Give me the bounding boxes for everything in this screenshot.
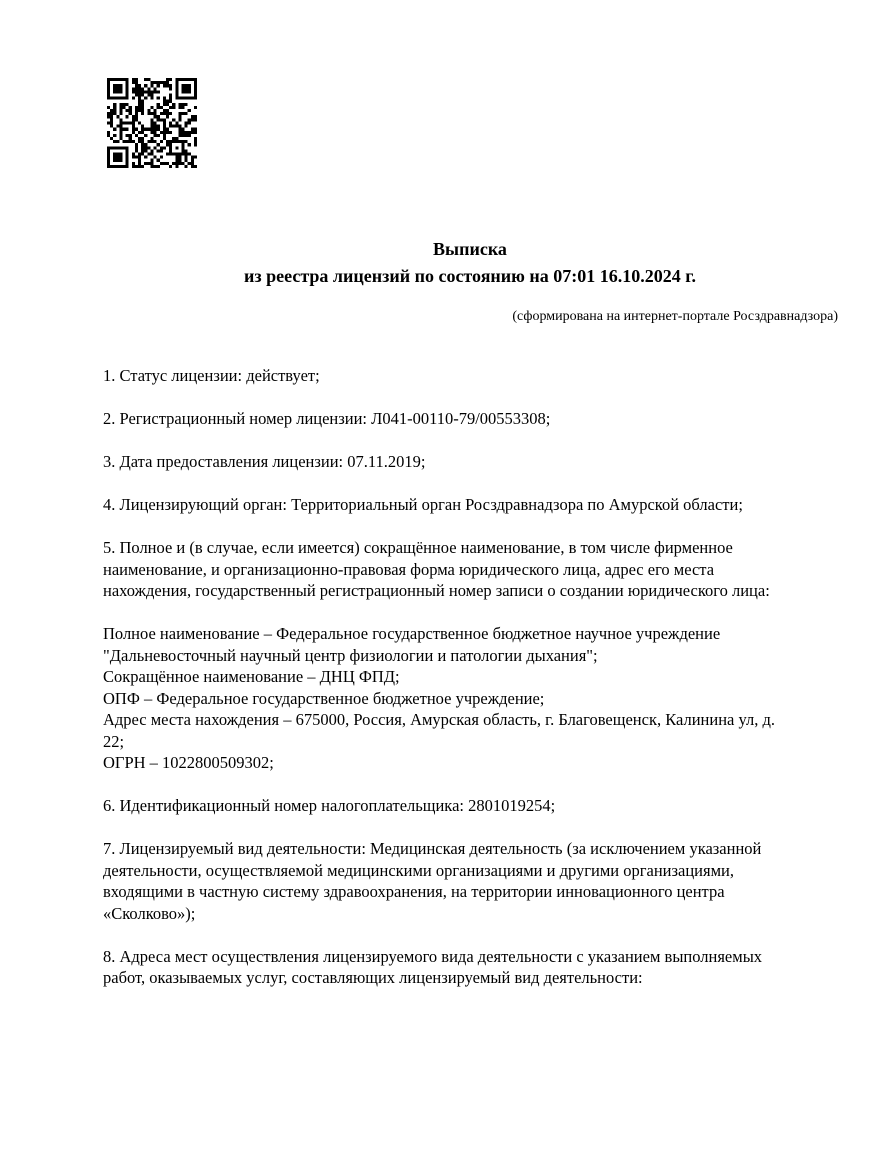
- title-line-1: Выписка: [433, 239, 507, 259]
- paragraph: [103, 946, 853, 989]
- paragraph-line: Полное наименование – Федеральное государственное бюджетное научное учреждение: [103, 624, 721, 643]
- paragraph: [103, 623, 853, 774]
- generated-note: (сформирована на интернет-портале Росздравнадзора): [512, 309, 838, 324]
- paragraph: [103, 838, 853, 924]
- paragraph-line: Адрес места нахождения – 675000, Россия, Амурская область, г. Благовещенск, Калинина ул, д.: [103, 710, 775, 729]
- paragraph-line: 3. Дата предоставления лицензии: 07.11.2019;: [103, 452, 426, 471]
- paragraph-line: наименование, и организационно-правовая форма юридического лица, адрес его места: [103, 559, 715, 579]
- paragraph-line: ОПФ – Федеральное государственное бюджетное учреждение;: [103, 688, 545, 708]
- paragraph-line: «Сколково»);: [103, 903, 196, 923]
- document-body: [103, 365, 853, 1010]
- paragraph: [103, 451, 853, 473]
- paragraph: [103, 408, 853, 430]
- paragraph-line: 4. Лицензирующий орган: Территориальный орган Росздравнадзора по Амурской области;: [103, 495, 743, 514]
- paragraph-line: 22;: [103, 731, 125, 751]
- paragraph: [103, 494, 853, 516]
- paragraph-line: нахождения, государственный регистрационный номер записи о создании юридического лица:: [103, 581, 770, 600]
- qr-code-icon: [107, 78, 197, 168]
- paragraph-line: 1. Статус лицензии: действует;: [103, 366, 320, 385]
- paragraph-line: 2. Регистрационный номер лицензии: Л041-00110-79/00553308;: [103, 409, 551, 428]
- paragraph-line: ОГРН – 1022800509302;: [103, 753, 274, 772]
- paragraph-line: Сокращённое наименование – ДНЦ ФПД;: [103, 667, 400, 686]
- paragraph-line: 7. Лицензируемый вид деятельности: Медицинская деятельность (за исключением указанной: [103, 839, 762, 858]
- paragraph-line: деятельности, осуществляемой медицинскими организациями и другими организациями,: [103, 860, 734, 880]
- document-title: [70, 236, 870, 290]
- paragraph-line: входящими в частную систему здравоохранения, на территории инновационного центра: [103, 882, 725, 901]
- paragraph: [103, 795, 853, 817]
- paragraph-line: 6. Идентификационный номер налогоплательщика: 2801019254;: [103, 796, 556, 815]
- paragraph-line: "Дальневосточный научный центр физиологии и патологии дыхания";: [103, 645, 598, 665]
- paragraph-line: 8. Адреса мест осуществления лицензируемого вида деятельности с указанием выполняемых: [103, 946, 763, 966]
- title-line-2: из реестра лицензий по состоянию на 07:01 16.10.2024 г.: [244, 266, 696, 286]
- paragraph-line: работ, оказываемых услуг, составляющих лицензируемый вид деятельности:: [103, 968, 643, 987]
- paragraph: [103, 537, 853, 602]
- paragraph-line: 5. Полное и (в случае, если имеется) сокращённое наименование, в том числе фирменное: [103, 538, 733, 557]
- paragraph: [103, 365, 853, 387]
